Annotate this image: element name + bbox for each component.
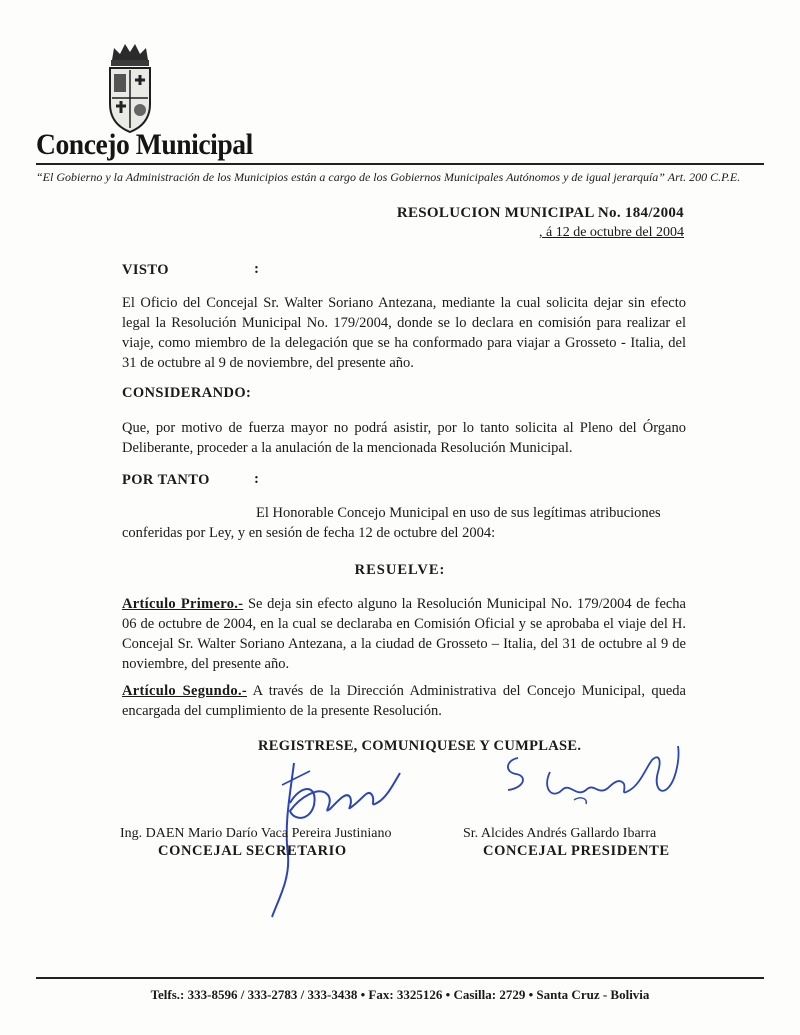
visto-colon: : — [254, 261, 259, 277]
resuelve-heading: RESUELVE: — [354, 562, 446, 578]
considerando-paragraph — [122, 418, 686, 458]
por-tanto-colon: : — [254, 471, 259, 487]
por-tanto-heading: POR TANTO — [122, 472, 210, 488]
considerando-text: Que, por motivo de fuerza mayor no podrá asistir, por lo tanto solicita al Pleno del Órgano Deliberante, proceder a la anulación de la mencionada Resolución Municipal. — [122, 420, 686, 456]
president-role: CONCEJAL PRESIDENTE — [483, 843, 670, 859]
footer-contact: Telfs.: 333-8596 / 333-2783 / 333-3438 • Fax: 3325126 • Casilla: 2729 • Santa Cruz - Bolivia — [150, 987, 650, 1002]
resolution-date: , á 12 de octubre del 2004 — [538, 225, 684, 240]
resolution-title: RESOLUCION MUNICIPAL No. 184/2004 — [396, 205, 684, 221]
secretary-name: Ing. DAEN Mario Darío Vaca Pereira Justiniano — [120, 826, 392, 841]
article-first-text: Se deja sin efecto alguno la Resolución Municipal No. 179/2004 de fecha 06 de octubre de 2004, en la cual se declaraba en Comisión Oficial y se aprobaba el viaje del H. Concejal Sr. Walter Soriano Antezana, a la ciudad de Grosseto – Italia, del 31 de octubre al 9 de noviembre, del presente año. — [122, 596, 686, 672]
secretary-role: CONCEJAL SECRETARIO — [158, 843, 347, 859]
visto-paragraph — [122, 293, 686, 373]
article-second-text: A través de la Dirección Administrativa del Concejo Municipal, queda encargada del cumplimiento de la presente Resolución. — [122, 683, 686, 719]
president-name: Sr. Alcides Andrés Gallardo Ibarra — [463, 826, 657, 841]
coat-of-arms-icon — [104, 42, 156, 134]
header-divider — [36, 163, 764, 165]
closing-statement: REGISTRESE, COMUNIQUESE Y CUMPLASE. — [258, 738, 582, 754]
visto-text: El Oficio del Concejal Sr. Walter Soriano Antezana, mediante la cual solicita dejar sin efecto legal la Resolución Municipal No. 179/2004, donde se lo declara en comisión para realizar el viaje, como miembro de la delegación que se ha conformado para viajar a Grosseto - Italia, del 31 de octubre al 9 de noviembre, del presente año. — [122, 295, 686, 371]
visto-heading: VISTO — [122, 262, 169, 278]
por-tanto-text-line1: El Honorable Concejo Municipal en uso de sus legítimas atribuciones — [256, 505, 661, 521]
considerando-heading: CONSIDERANDO: — [122, 385, 252, 401]
article-second — [122, 681, 686, 721]
footer-divider — [36, 977, 764, 979]
header-motto: “El Gobierno y la Administración de los Municipios están a cargo de los Gobiernos Municipales Autónomos y de igual jerarquía” Art. 200 C.P.E. — [36, 170, 741, 184]
article-second-label: Artículo Segundo.- — [122, 683, 247, 699]
por-tanto-text-line2: conferidas por Ley, y en sesión de fecha 12 de octubre del 2004: — [122, 525, 496, 541]
article-first-label: Artículo Primero.- — [122, 596, 244, 612]
president-signature — [490, 738, 690, 818]
article-first — [122, 594, 686, 674]
organization-name: Concejo Municipal — [36, 128, 253, 161]
